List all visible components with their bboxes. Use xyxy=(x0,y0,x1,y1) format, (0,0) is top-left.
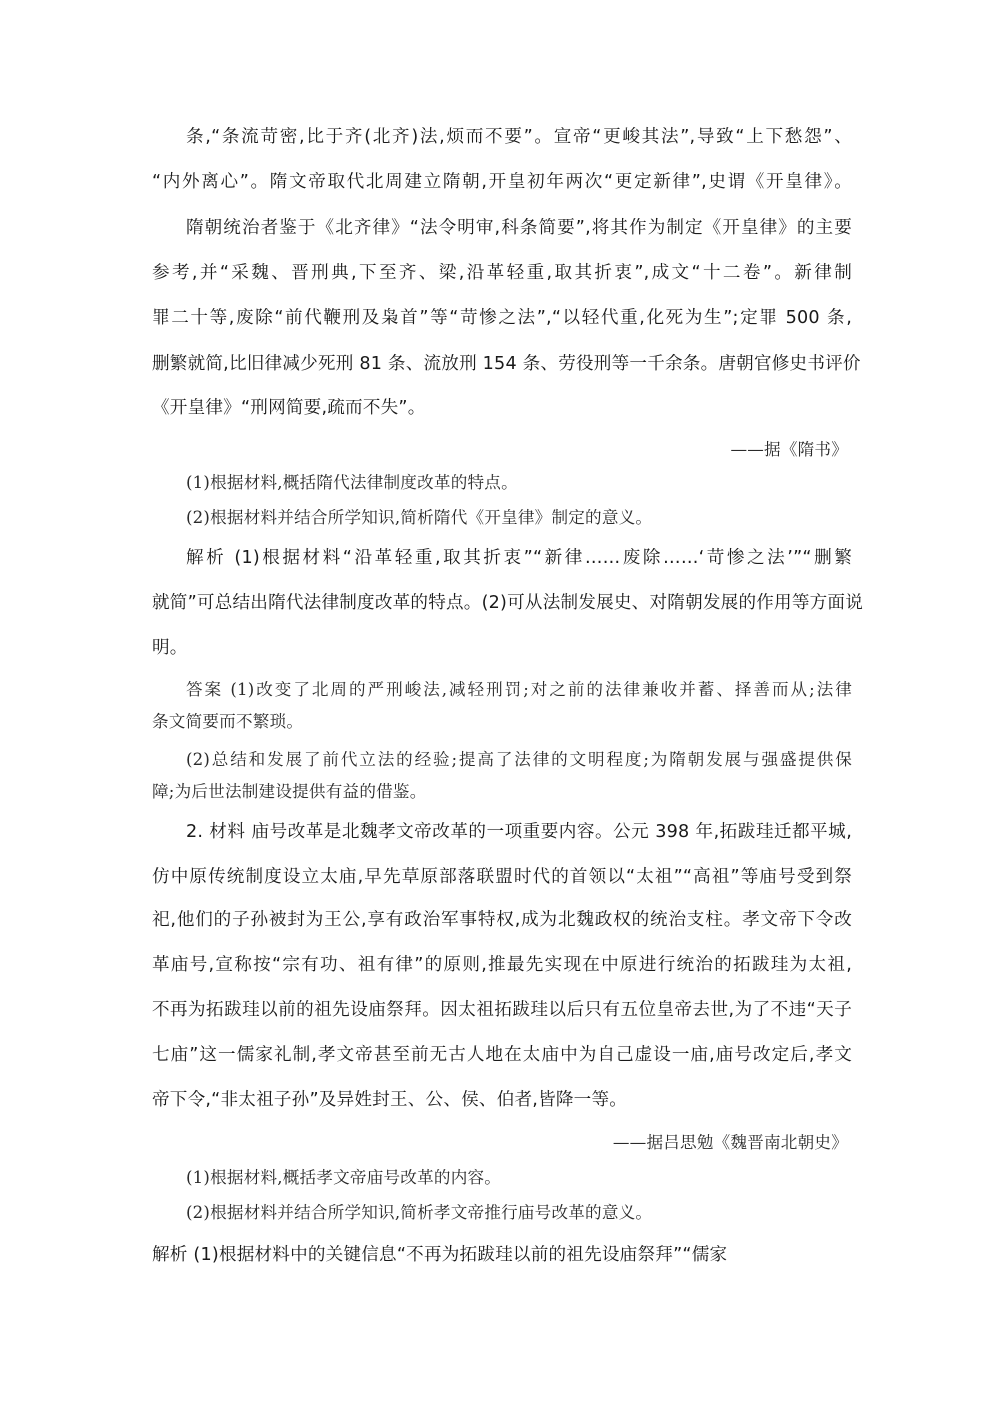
q1-material-line: 条,“条流苛密,比于齐(北齐)法,烦而不要”。宣帝“更峻其法”,导致“上下愁怨”、 xyxy=(186,127,852,147)
q1-material-line: 罪二十等,废除“前代鞭刑及枭首”等“苛惨之法”,“以轻代重,化死为生”;定罪 500 条, xyxy=(152,308,852,328)
q2-subquestion: (2)根据材料并结合所学知识,简析孝文帝推行庙号改革的意义。 xyxy=(186,1203,653,1222)
q2-analysis-line: 解析 (1)根据材料中的关键信息“不再为拓跋珪以前的祖先设庙祭拜”“儒家 xyxy=(152,1245,728,1265)
q2-material-line: 不再为拓跋珪以前的祖先设庙祭拜。因太祖拓跋珪以后只有五位皇帝去世,为了不违“天子 xyxy=(152,1000,852,1020)
q2-source-citation: ——据吕思勉《魏晋南北朝史》 xyxy=(612,1133,848,1152)
q1-analysis-line: 就简”可总结出隋代法律制度改革的特点。(2)可从法制发展史、对隋朝发展的作用等方面说 xyxy=(152,593,864,613)
q1-subquestion: (2)根据材料并结合所学知识,简析隋代《开皇律》制定的意义。 xyxy=(186,508,653,527)
q1-answer-line: (2)总结和发展了前代立法的经验;提高了法律的文明程度;为隋朝发展与强盛提供保 xyxy=(186,750,852,769)
q1-answer-line: 障;为后世法制建设提供有益的借鉴。 xyxy=(152,782,427,801)
q2-material-line: 帝下令,“非太祖子孙”及异姓封王、公、侯、伯者,皆降一等。 xyxy=(152,1090,628,1110)
q2-material-line: 祀,他们的子孙被封为王公,享有政治军事特权,成为北魏政权的统治支柱。孝文帝下令改 xyxy=(152,910,852,930)
q1-material-line: 隋朝统治者鉴于《北齐律》“法令明审,科条简要”,将其作为制定《开皇律》的主要 xyxy=(186,218,852,238)
q2-material-line: 革庙号,宣称按“宗有功、祖有律”的原则,推最先实现在中原进行统治的拓跋珪为太祖, xyxy=(152,955,852,975)
q2-material-line: 七庙”这一儒家礼制,孝文帝甚至前无古人地在太庙中为自己虚设一庙,庙号改定后,孝文 xyxy=(152,1045,852,1065)
q1-answer-line: 答案 (1)改变了北周的严刑峻法,减轻刑罚;对之前的法律兼收并蓄、择善而从;法律 xyxy=(186,680,852,699)
q1-material-line: 《开皇律》“刑网简要,疏而不失”。 xyxy=(152,398,426,418)
q2-material-line: 仿中原传统制度设立太庙,早先草原部落联盟时代的首领以“太祖”“高祖”等庙号受到祭 xyxy=(152,867,852,887)
q1-subquestion: (1)根据材料,概括隋代法律制度改革的特点。 xyxy=(186,473,518,492)
q1-analysis-line: 明。 xyxy=(152,638,188,658)
q1-material-line: 删繁就简,比旧律减少死刑 81 条、流放刑 154 条、劳役刑等一千余条。唐朝官修史书评价 xyxy=(152,354,861,374)
q2-subquestion: (1)根据材料,概括孝文帝庙号改革的内容。 xyxy=(186,1168,502,1187)
q1-material-line: 参考,并“采魏、晋刑典,下至齐、梁,沿革轻重,取其折衷”,成文“十二卷”。新律制 xyxy=(152,263,852,283)
q1-material-line: “内外离心”。隋文帝取代北周建立隋朝,开皇初年两次“更定新律”,史谓《开皇律》。 xyxy=(152,172,852,192)
q2-material-line: 2. 材料 庙号改革是北魏孝文帝改革的一项重要内容。公元 398 年,拓跋珪迁都平城, xyxy=(186,822,852,842)
q1-source-citation: ——据《隋书》 xyxy=(730,440,848,459)
q1-analysis-line: 解析 (1)根据材料“沿革轻重,取其折衷”“新律……废除……‘苛惨之法’”“删繁 xyxy=(186,548,852,568)
q1-answer-line: 条文简要而不繁琐。 xyxy=(152,712,304,731)
